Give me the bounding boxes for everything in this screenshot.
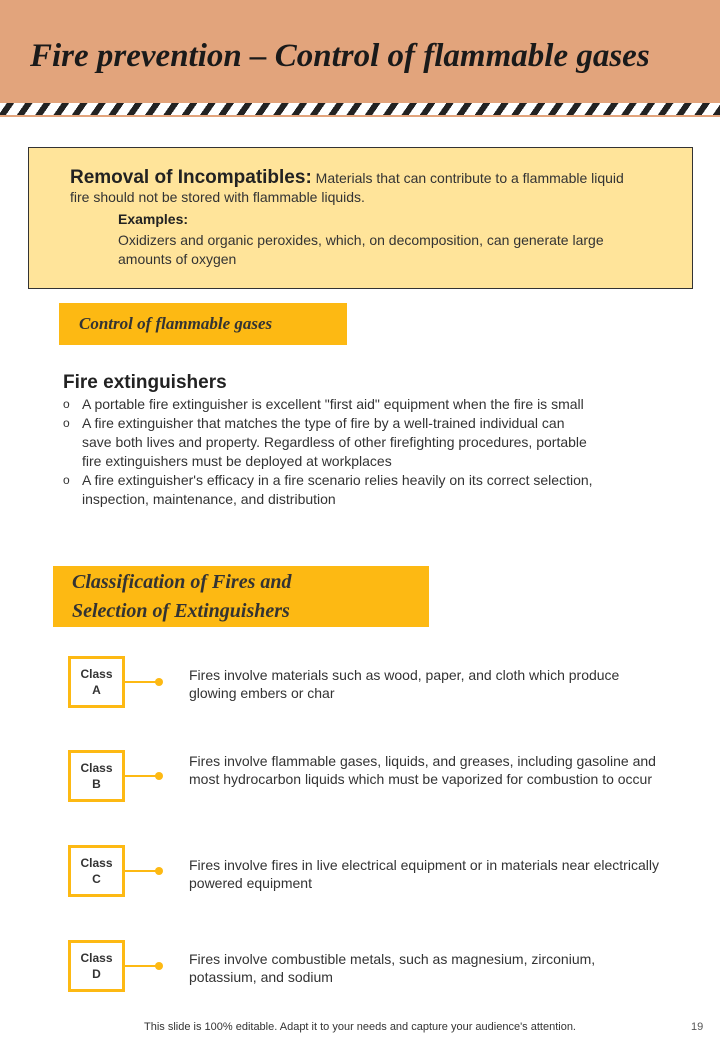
class-badge-c: Class C [68,845,125,897]
connector-dot-icon [155,867,163,875]
class-badge-a: Class A [68,656,125,708]
connector-line [125,965,159,967]
bullet-circle-icon: o [63,397,70,411]
list-item: o A portable fire extinguisher is excellent "first aid" equipment when the fire is small [63,396,584,412]
connector-dot-icon [155,772,163,780]
fire-extinguishers-list [63,395,593,509]
classification-label-line1: Classification of Fires and [72,571,292,593]
bullet-circle-icon: o [63,416,70,430]
incompatibles-heading: Removal of Incompatibles: [70,167,312,188]
incompatibles-box [28,147,693,289]
class-description-c: Fires involve fires in live electrical equipment or in materials near electrically powered equipment [189,857,659,891]
class-badge-b: Class B [68,750,125,802]
page-number: 19 [691,1021,704,1033]
hazard-stripe [0,103,720,115]
connector-line [125,681,159,683]
incompatibles-text: Materials that can contribute to a flammable liquid fire should not be stored with flammable liquids. [70,170,624,205]
list-item: o A fire extinguisher that matches the type of fire by a well-trained individual can save both lives and property. Regardless of other firefighting procedures, portable fire extinguishers must be deployed at workplaces [63,415,587,469]
section-label-control: Control of flammable gases [59,303,347,345]
list-item: o A fire extinguisher's efficacy in a fire scenario relies heavily on its correct selection, inspection, maintenance, and distribution [63,472,593,507]
class-badge-d: Class D [68,940,125,992]
class-description-a: Fires involve materials such as wood, paper, and cloth which produce glowing embers or char [189,667,620,701]
page-title: Fire prevention – Control of flammable gases [30,38,650,74]
examples-text: Oxidizers and organic peroxides, which, on decomposition, can generate large amounts of oxygen [118,232,604,267]
classification-label-line2: Selection of Extinguishers [72,600,290,622]
incompatibles-paragraph [70,168,630,207]
header-banner [0,0,720,117]
examples-label: Examples: [118,211,189,227]
connector-line [125,870,159,872]
connector-dot-icon [155,678,163,686]
footer-note: This slide is 100% editable. Adapt it to your needs and capture your audience's attention. [144,1021,576,1033]
section-label-classification [53,566,429,627]
connector-dot-icon [155,962,163,970]
bullet-circle-icon: o [63,473,70,487]
class-description-b: Fires involve flammable gases, liquids, and greases, including gasoline and most hydrocarbon liquids which must be vaporized for combustion to occur [189,753,656,787]
class-description-d: Fires involve combustible metals, such as magnesium, zirconium, potassium, and sodium [189,951,596,985]
fire-extinguishers-heading: Fire extinguishers [63,372,227,393]
connector-line [125,775,159,777]
